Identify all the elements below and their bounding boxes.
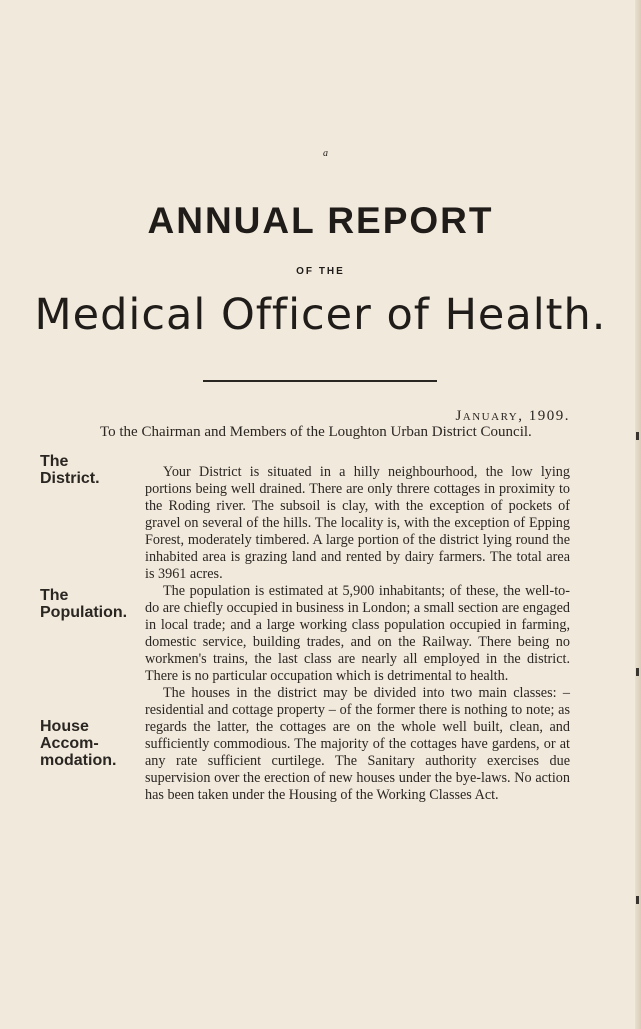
margin-mark [636,668,639,676]
side-heading-line: House [40,718,89,735]
report-title: ANNUAL REPORT [147,200,494,241]
paragraph-housing: The houses in the district may be divided into two main classes: – residential and cottage property – of the former there is nothing to note; as regards the latter, the cottages are on the whole well built, clean, and sufficiently commodious. The majority of the cottages have gardens, or at any rate sufficient curtilege. The Sanitary authority exercises due supervision over the erection of new houses under the bye-laws. No action has been taken under the Housing of the Working Classes Act. [145,685,570,803]
side-heading-line: The [40,453,69,470]
side-heading-line: Population. [40,604,128,621]
side-heading-population [40,587,127,621]
side-heading-line: Accom- [40,735,99,752]
side-heading-district [40,453,100,487]
side-heading-line: The [40,587,69,604]
paragraph-district: Your District is situated in a hilly neighbourhood, the low lying portions being well drained. There are only threre cottages in proximity to the Roding river. The subsoil is clay, with the exception of pockets of gravel on several of the hills. The locality is, with the exception of Epping Forest, moderately timbered. A large portion of the district lying round the inhabited area is grazing land and rented by dairy farmers. The total area is 3961 acres. [145,464,570,582]
paragraph-population: The population is estimated at 5,900 inhabitants; of these, the well-to-do are chiefly occupied in business in London; a small section are engaged in local trade; and a large working class population occupied in farming, domestic service, building trades, and on the Railway. There being no workmen's trains, the last class are nearly all employed in the district. There is no particular occupation which is detrimental to health. [145,583,570,684]
margin-mark [636,432,639,440]
side-heading-line: District. [40,470,100,487]
margin-mark [636,896,639,904]
page-edge [635,0,641,1029]
title-rule [203,380,437,382]
report-body [145,464,570,804]
side-heading-housing [40,718,116,769]
report-date: January, 1909. [455,408,570,424]
page-mark: a [323,148,328,159]
side-heading-line: modation. [40,752,117,769]
report-subtitle: Medical Officer of Health. [34,290,607,340]
addressee: To the Chairman and Members of the Loughton Urban District Council. [100,424,532,440]
title-of-the: OF THE [296,266,345,277]
